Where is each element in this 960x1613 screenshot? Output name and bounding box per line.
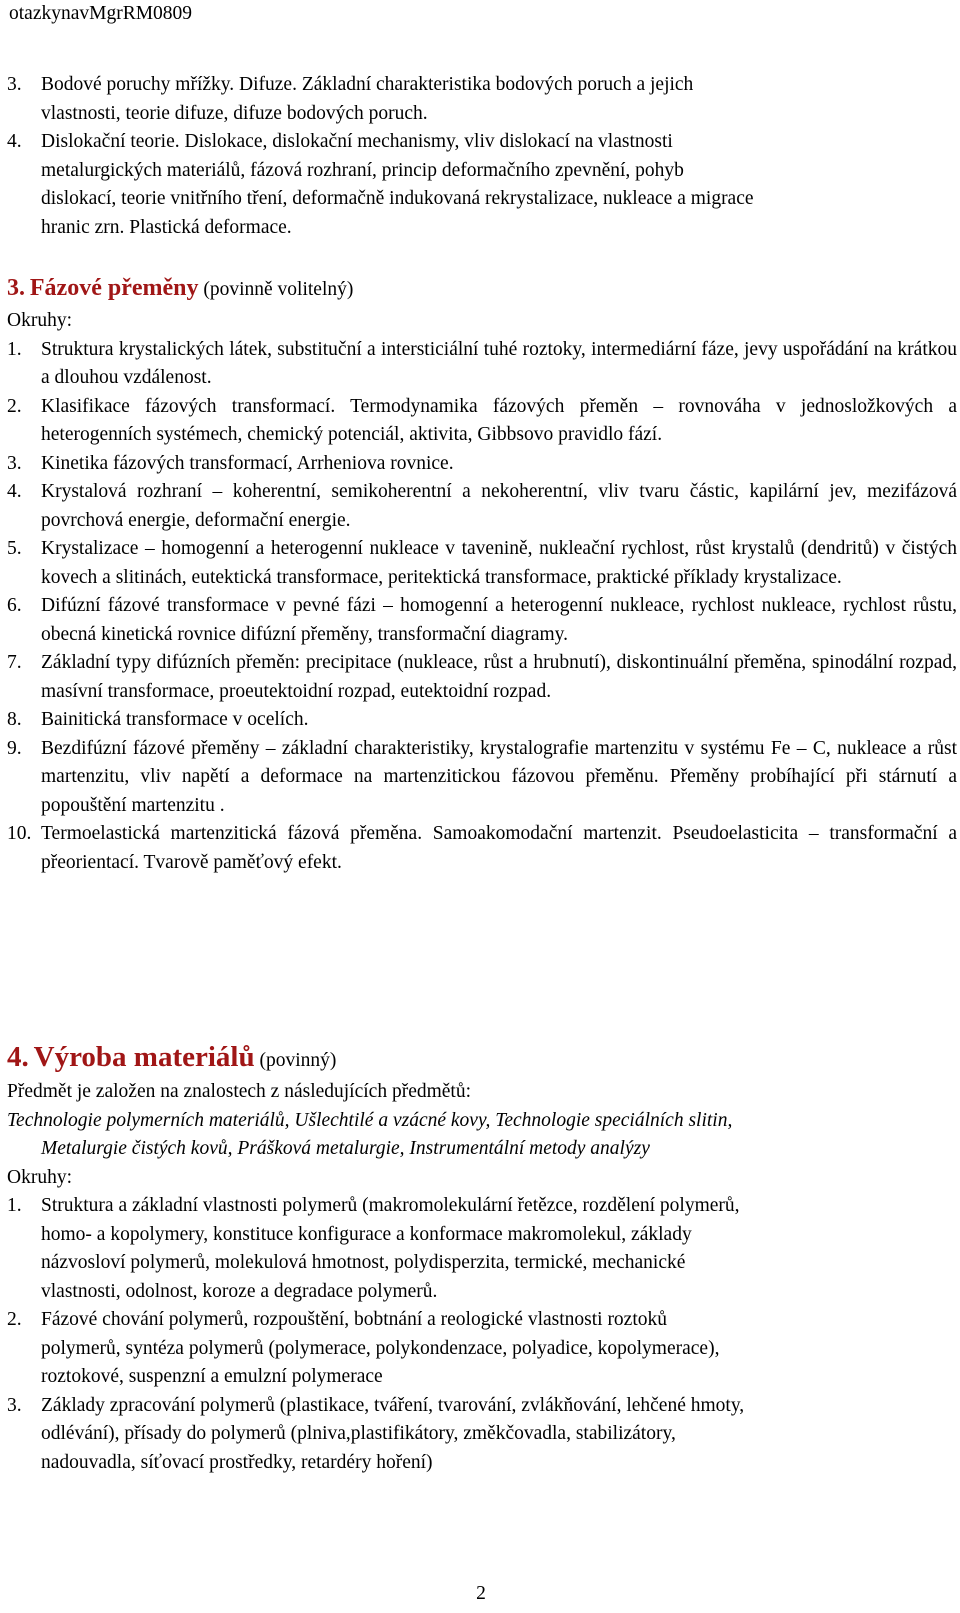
item-text: Difúzní fázové transformace v pevné fázi – homogenní a heterogenní nukleace, rychlost nukleace, rychlost růstu, obecná kinetická rovnice difúzní přeměny, transformační diagramy. [41, 595, 957, 645]
item-number: 3. [7, 452, 22, 474]
item-text: Klasifikace fázových transformací. Termodynamika fázových přeměn – rovnováha v jednosložkových a heterogenních systémech, chemický potenciál, aktivita, Gibbsovo pravidlo fází. [41, 395, 957, 445]
section4-heading [7, 1040, 957, 1078]
section4 [7, 1040, 957, 1477]
item-number: 10. [7, 823, 32, 844]
document-header: otazkynavMgrRM0809 [9, 3, 193, 24]
item-text: Struktura krystalických látek, substituční a intersticiální tuhé roztoky, intermediární fáze, jevy uspořádání na krátkou a dlouhou vzdálenost. [41, 338, 957, 388]
subjects-intro: Předmět je založen na znalostech z následujících předmětů: [7, 1081, 472, 1102]
subjects-list: Technologie polymerních materiálů, Ušlechtilé a vzácné kovy, Technologie speciálních slitin, [7, 1109, 733, 1131]
list-item [7, 1192, 957, 1306]
item-number: 4. [7, 481, 22, 502]
list-item [7, 71, 957, 128]
section-title: Fázové přeměny [29, 275, 199, 301]
item-text: Bainitická transformace v ocelích. [41, 709, 309, 730]
list-item [7, 735, 957, 821]
list-item [7, 820, 957, 877]
item-text: Fázové chování polymerů, rozpouštění, bobtnání a reologické vlastnosti roztoků polymerů, syntéza polymerů (polymerace, polykondenzace, polyadice, kopolymerace), roztokové, suspenzní a emulzní polymerace [41, 1309, 720, 1387]
list-item [7, 649, 957, 706]
section2-tail-list [7, 71, 957, 242]
item-number: 2. [7, 395, 22, 417]
section-number: 4. [7, 1041, 29, 1073]
item-text: Bodové poruchy mřížky. Difuze. Základní charakteristika bodových poruch a jejich vlastnosti, teorie difuze, difuze bodových poruch. [41, 74, 694, 124]
list-item [7, 1306, 957, 1392]
list-item [7, 336, 957, 393]
list-item [7, 128, 957, 242]
item-text: Kinetika fázových transformací, Arrheniova rovnice. [41, 452, 454, 474]
item-number: 7. [7, 652, 22, 673]
section-number: 3. [7, 275, 25, 301]
item-text: Struktura a základní vlastnosti polymerů (makromolekulární řetězce, rozdělení polymerů, homo- a kopolymery, konstituce konfigurace a konformace makromolekul, základy názvosloví polymerů, molekulová hmotnost, polydisperzita, termické, mechanické vlastnosti, odolnost, koroze a degradace polymerů. [41, 1195, 740, 1302]
list-item [7, 592, 957, 649]
item-text: Bezdifúzní fázové přeměny – základní charakteristiky, krystalografie martenzitu v systému Fe – C, nukleace a růst martenzitu, vliv napětí a deformace na martenzitickou fázovou přeměnu. Přeměny probíhající při stárnutí a popouštění martenzitu . [41, 737, 957, 816]
item-text: Krystalová rozhraní – koherentní, semikoherentní a nekoherentní, vliv tvaru částic, kapilární jev, mezifázová povrchová energie, deformační energie. [41, 481, 957, 531]
list-item [7, 393, 957, 450]
item-number: 5. [7, 538, 22, 559]
section-note: (povinně volitelný) [203, 279, 354, 300]
section-note: (povinný) [259, 1050, 337, 1071]
item-text: Dislokační teorie. Dislokace, dislokační mechanismy, vliv dislokací na vlastnosti metalurgických materiálů, fázová rozhraní, princip deformačního zpevnění, pohyb dislokací, teorie vnitřního tření, deformačně indukovaná rekrystalizace, nukleace a migrace hranic zrn. Plastická deformace. [41, 131, 754, 238]
section3 [7, 271, 957, 877]
item-text: Termoelastická martenzitická fázová přeměna. Samoakomodační martenzit. Pseudoelasticita – transformační a přeorientací. Tvarově paměťový efekt. [41, 823, 957, 873]
subjects-list-cont: Metalurgie čistých kovů, Prášková metalurgie, Instrumentální metody analýzy [41, 1138, 650, 1159]
list-item [7, 535, 957, 592]
item-number: 8. [7, 709, 22, 730]
item-text: Základy zpracování polymerů (plastikace, tváření, tvarování, zvlákňování, lehčené hmoty, odlévání), přísady do polymerů (plniva,plastifikátory, změkčovadla, stabilizátory, nadouvadla, síťovací prostředky, retardéry hoření) [41, 1394, 745, 1473]
item-number: 2. [7, 1309, 22, 1330]
topics-label: Okruhy: [7, 310, 72, 331]
section3-heading [7, 271, 957, 307]
list-item [7, 450, 957, 479]
section-title: Výroba materiálů [33, 1041, 255, 1073]
list-item [7, 478, 957, 535]
topics-label: Okruhy: [7, 1166, 72, 1188]
item-text: Krystalizace – homogenní a heterogenní nukleace v tavenině, nukleační rychlost, růst krystalů (dendritů) v čistých kovech a slitinách, eutektická transformace, peritektická transformace, praktické příklady krystalizace. [41, 538, 957, 588]
item-number: 1. [7, 1195, 22, 1216]
item-number: 4. [7, 131, 22, 152]
item-text: Základní typy difúzních přeměn: precipitace (nukleace, růst a hrubnutí), diskontinuální přeměna, spinodální rozpad, masívní transformace, proeutektoidní rozpad, eutektoidní rozpad. [41, 652, 957, 702]
item-number: 3. [7, 1394, 22, 1416]
list-item [7, 706, 957, 735]
item-number: 9. [7, 737, 22, 759]
page-number: 2 [476, 1583, 486, 1604]
item-number: 1. [7, 338, 22, 360]
item-number: 3. [7, 74, 22, 95]
list-item [7, 1392, 957, 1478]
item-number: 6. [7, 595, 22, 616]
